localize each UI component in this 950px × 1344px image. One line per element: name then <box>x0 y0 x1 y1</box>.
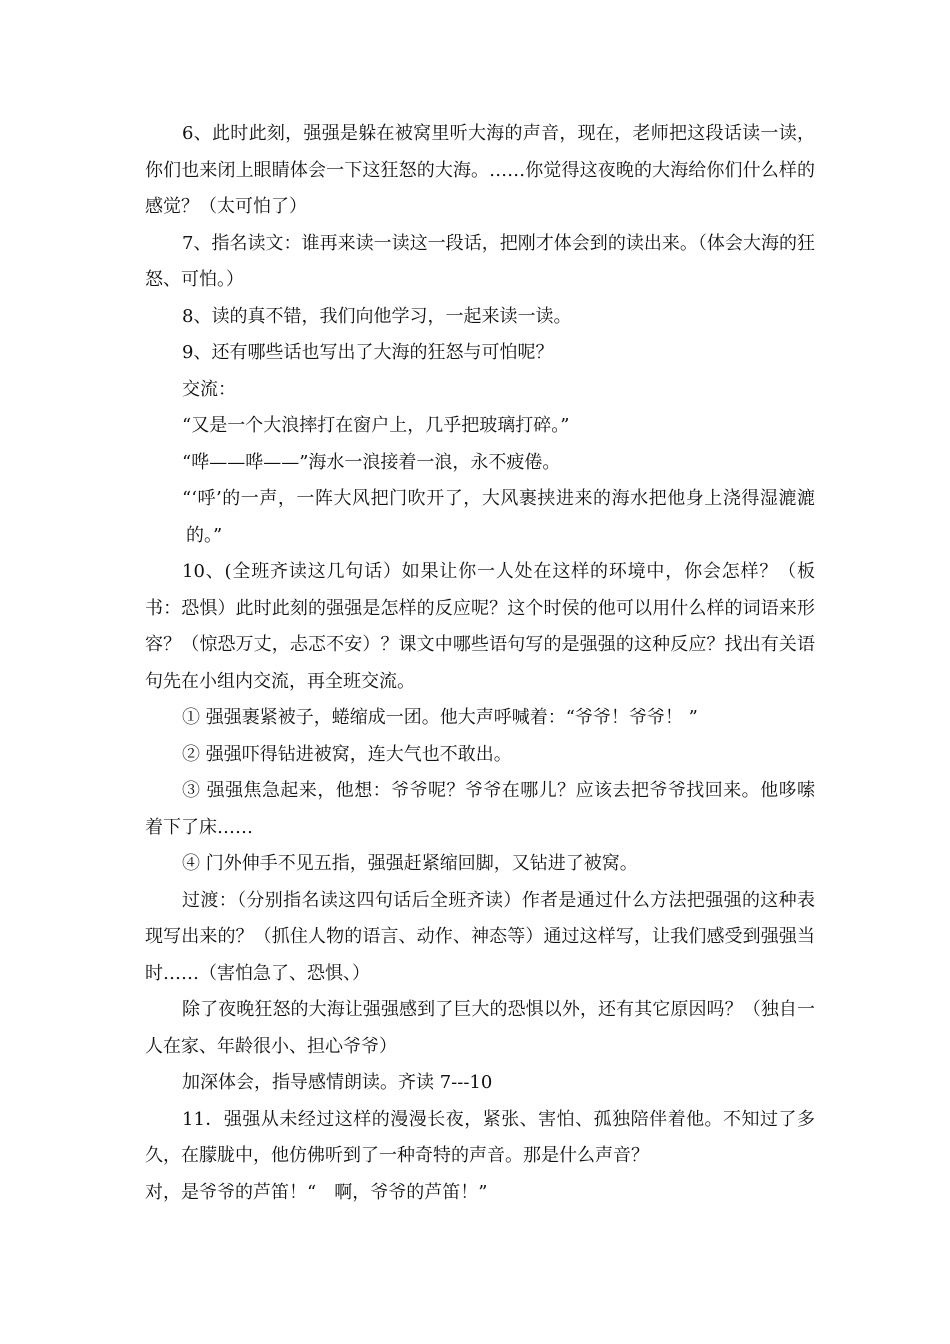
sentence-item-3: ③ 强强焦急起来，他想：爷爷呢？爷爷在哪儿？应该去把爷爷找回来。他哆嗦着下了床…… <box>145 780 815 838</box>
quote-wave: “又是一个大浪摔打在窗户上，几乎把玻璃打碎。” <box>182 415 570 436</box>
paragraph-other-reasons: 除了夜晚狂怒的大海让强强感到了巨大的恐惧以外，还有其它原因吗？（独自一人在家、年龄很小、担心爷爷） <box>145 999 815 1057</box>
sentence-item-2: ② 强强吓得钻进被窝，连大气也不敢出。 <box>182 743 512 765</box>
paragraph-step-11: 11．强强从未经过这样的漫漫长夜，紧张、害怕、孤独陪伴着他。不知过了多久，在朦胧中，他仿佛听到了一种奇特的声音。那是什么声音？ <box>145 1108 815 1166</box>
paragraph-step-7: 7、指名读文：谁再来读一读这一段话，把刚才体会到的读出来。（体会大海的狂怒、可怕。） <box>145 232 815 290</box>
quote-wind: “‘呼’的一声，一阵大风把门吹开了，大风裹挟进来的海水把他身上浇得湿漉漉的。” <box>182 488 815 546</box>
sentence-item-1: ① 强强裹紧被子，蜷缩成一团。他大声呼喊着：“爷爷！爷爷！ ” <box>182 707 698 728</box>
paragraph-exchange-label: 交流： <box>182 378 236 400</box>
document-body <box>145 116 815 1211</box>
quote-sea-sound: “哗——哗——”海水一浪接着一浪，永不疲倦。 <box>182 451 561 473</box>
paragraph-step-10: 10、(全班齐读这几句话）如果让你一人处在这样的环境中，你会怎样？（板书：恐惧）此时此刻的强强是怎样的反应呢？这个时侯的他可以用什么样的词语来形容？（惊恐万丈，忐忑不安）？课文中哪些语句写的是强强的这种反应？找出有关语句先在小组内交流，再全班交流。 <box>145 561 815 692</box>
paragraph-reed-flute: 对，是爷爷的芦笛！“ 啊，爷爷的芦笛！” <box>145 1181 488 1203</box>
paragraph-reading-guidance: 加深体会，指导感情朗读。齐读 7---10 <box>182 1072 493 1093</box>
sentence-item-4: ④ 门外伸手不见五指，强强赶紧缩回脚，又钻进了被窝。 <box>182 853 638 874</box>
paragraph-step-9: 9、还有哪些话也写出了大海的狂怒与可怕呢？ <box>182 342 554 363</box>
paragraph-transition: 过渡：（分别指名读这四句话后全班齐读）作者是通过什么方法把强强的这种表现写出来的？（抓住人物的语言、动作、神态等）通过这样写，让我们感受到强强当时……（害怕急了、恐惧、） <box>145 889 815 984</box>
paragraph-step-6: 6、此时此刻，强强是躲在被窝里听大海的声音，现在，老师把这段话读一读，你们也来闭上眼睛体会一下这狂怒的大海。……你觉得这夜晚的大海给你们什么样的感觉？（太可怕了） <box>145 123 815 217</box>
paragraph-step-8: 8、读的真不错，我们向他学习，一起来读一读。 <box>182 305 572 327</box>
